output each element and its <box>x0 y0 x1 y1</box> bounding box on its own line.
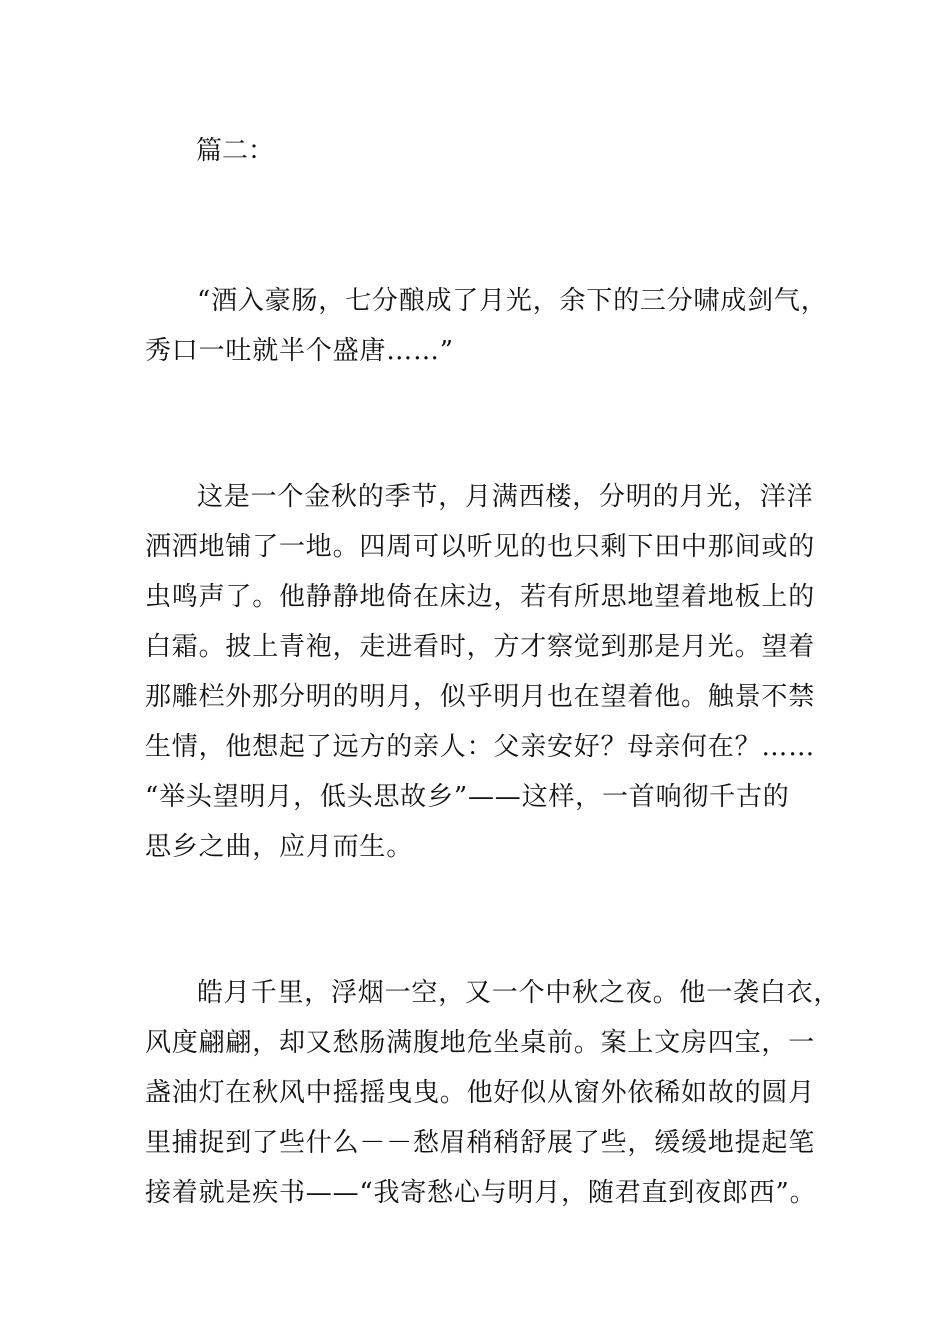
paragraph-line: 盏油灯在秋风中摇摇曳曳。他好似从窗外依稀如故的圆月 <box>145 1078 816 1108</box>
paragraph-line: 接着就是疾书——“我寄愁心与明月，随君直到夜郎西”。 <box>145 1178 817 1208</box>
paragraph-line: 那雕栏外那分明的明月，似乎明月也在望着他。触景不禁 <box>145 682 816 712</box>
paragraph-line: “酒入豪肠，七分酿成了月光，余下的三分啸成剑气， <box>197 286 828 316</box>
paragraph-line: 洒洒地铺了一地。四周可以听见的也只剩下田中那间或的 <box>145 532 816 562</box>
section-heading: 篇二： <box>196 136 275 166</box>
paragraph-line: 秀口一吐就半个盛唐……” <box>145 336 454 366</box>
paragraph-line: 思乡之曲，应月而生。 <box>145 832 414 862</box>
paragraph-line: 虫鸣声了。他静静地倚在床边，若有所思地望着地板上的 <box>145 582 816 612</box>
paragraph-line: 皓月千里，浮烟一空，又一个中秋之夜。他一袭白衣， <box>197 978 841 1008</box>
paragraph-line: 生情，他想起了远方的亲人：父亲安好？母亲何在？…… <box>145 732 816 762</box>
paragraph-line: 白霜。披上青袍，走进看时，方才察觉到那是月光。望着 <box>145 632 816 662</box>
paragraph-line: 这是一个金秋的季节，月满西楼，分明的月光，洋洋 <box>197 482 814 512</box>
paragraph-2 <box>145 478 825 878</box>
paragraph-3 <box>145 974 841 1224</box>
paragraph-line: 风度翩翩，却又愁肠满腹地危坐桌前。案上文房四宝，一 <box>145 1028 816 1058</box>
paragraph-line: “举头望明月，低头思故乡”——这样，一首响彻千古的 <box>145 782 790 812</box>
paragraph-line: 里捕捉到了些什么－－愁眉稍稍舒展了些，缓缓地提起笔 <box>145 1128 816 1158</box>
paragraph-1 <box>145 282 828 382</box>
